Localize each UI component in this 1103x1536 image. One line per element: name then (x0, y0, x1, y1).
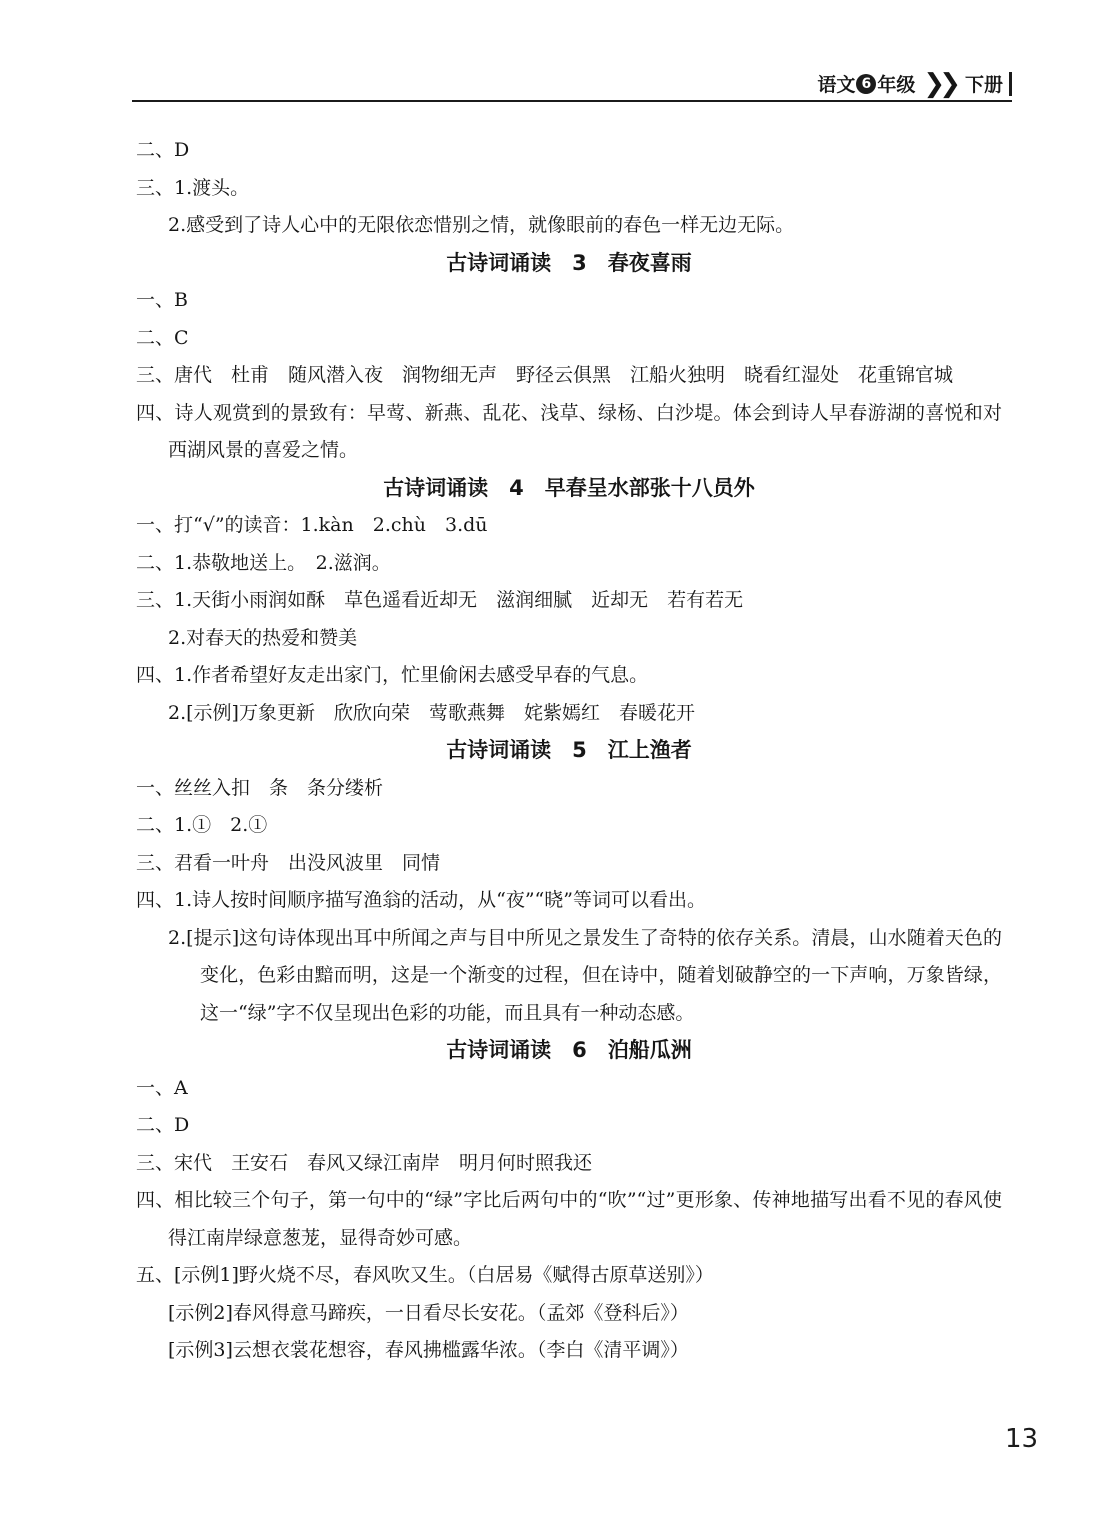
page-header (132, 66, 1012, 102)
answer-line: 二、C (136, 326, 189, 349)
answer-line: [示例2]春风得意马蹄疾，一日看尽长安花。（孟郊《登科后》） (168, 1301, 689, 1324)
answer-line: 一、A (136, 1076, 188, 1099)
answer-line: 四、诗人观赏到的景致有：早莺、新燕、乱花、浅草、绿杨、白沙堤。体会到诗人早春游湖的喜悦和对西湖风景的喜爱之情。 (136, 401, 1002, 461)
answer-line: 四、1.作者希望好友走出家门，忙里偷闲去感受早春的气息。 (136, 664, 649, 686)
section-title: 古诗词诵读 6 泊船瓜洲 (446, 1038, 692, 1062)
answer-line: 一、B (136, 289, 188, 311)
answer-line: 2.感受到了诗人心中的无限依恋惜别之情，就像眼前的春色一样无边无际。 (168, 214, 795, 236)
page-number: 13 (1005, 1424, 1039, 1454)
answer-line: 四、1.诗人按时间顺序描写渔翁的活动，从“夜”“晓”等词可以看出。 (136, 889, 706, 911)
answer-line: 2.对春天的热爱和赞美 (168, 626, 358, 649)
header-bar (1009, 72, 1012, 96)
header-label (817, 70, 1012, 97)
answer-line: 二、D (136, 139, 190, 161)
header-subject: 语文 (817, 74, 856, 96)
answer-line: 三、唐代 杜甫 随风潜入夜 润物细无声 野径云俱黑 江船火独明 晓看红湿处 花重锦官城 (136, 364, 954, 386)
answer-line: 四、相比较三个句子，第一句中的“绿”字比后两句中的“吹”“过”更形象、传神地描写出看不见的春风使得江南岸绿意葱茏，显得奇妙可感。 (136, 1189, 1002, 1249)
answer-line: 二、1.① 2.① (136, 814, 268, 836)
answer-line: 五、[示例1]野火烧不尽，春风吹又生。（白居易《赋得古原草送别》） (136, 1264, 714, 1286)
answer-line: 2.[示例]万象更新 欣欣向荣 莺歌燕舞 姹紫嫣红 春暖花开 (168, 701, 695, 724)
answer-line: [示例3]云想衣裳花想容，春风拂槛露华浓。（李白《清平调》） (168, 1339, 689, 1361)
header-volume: 下册 (964, 74, 1003, 96)
answer-line: 三、宋代 王安石 春风又绿江南岸 明月何时照我还 (136, 1151, 593, 1174)
answer-line: 三、1.天街小雨润如酥 草色遥看近却无 滋润细腻 近却无 若有若无 (136, 589, 744, 611)
answer-line: 三、君看一叶舟 出没风波里 同情 (136, 851, 441, 874)
answer-line: 一、打“√”的读音：1.kàn 2.chù 3.dū (136, 514, 488, 536)
answer-line: 一、丝丝入扣 条 条分缕析 (136, 776, 384, 799)
answer-line: 二、1.恭敬地送上。 2.滋润。 (136, 551, 391, 574)
answer-content (136, 132, 1002, 1370)
double-chevron-icon: ❯❯ (923, 68, 955, 99)
section-title: 古诗词诵读 4 早春呈水部张十八员外 (383, 475, 755, 500)
header-rule (132, 100, 1012, 102)
section-title: 古诗词诵读 3 春夜喜雨 (446, 250, 692, 275)
grade-badge: 6 (856, 74, 876, 94)
section-title: 古诗词诵读 5 江上渔者 (446, 738, 692, 762)
answer-line: 2.[提示]这句诗体现出耳中所闻之声与目中所见之景发生了奇特的依存关系。清晨，山水随着天色的变化，色彩由黯而明，这是一个渐变的过程，但在诗中，随着划破静空的一下声响，万象皆绿，这一“绿”字不仅呈现出色彩的功能，而且具有一种动态感。 (168, 926, 1002, 1024)
answer-line: 三、1.渡头。 (136, 176, 250, 199)
answer-line: 二、D (136, 1114, 190, 1136)
header-grade-suffix: 年级 (877, 74, 916, 96)
